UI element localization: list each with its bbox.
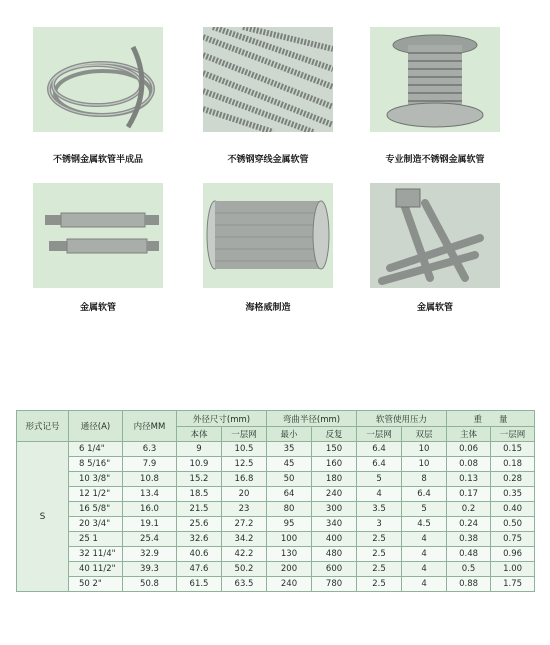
table-cell: 0.17 <box>447 487 491 502</box>
table-cell: 64 <box>267 487 312 502</box>
table-cell: 16.0 <box>123 502 177 517</box>
photo-caption: 金属软管 <box>416 303 453 313</box>
table-cell: 1.00 <box>491 562 535 577</box>
table-cell: 6 1/4" <box>69 442 123 457</box>
table-cell: 61.5 <box>177 577 222 592</box>
table-cell: 300 <box>312 502 357 517</box>
table-cell: 6.4 <box>357 457 402 472</box>
table-cell: 0.18 <box>491 457 535 472</box>
table-cell: 480 <box>312 547 357 562</box>
table-cell: 4 <box>402 547 447 562</box>
table-row <box>17 487 535 502</box>
table-cell: 2.5 <box>357 532 402 547</box>
subheader: 反复 <box>312 427 357 442</box>
table-cell: 25.4 <box>123 532 177 547</box>
table-cell: 20 <box>222 487 267 502</box>
table-cell: 240 <box>312 487 357 502</box>
table-cell: 80 <box>267 502 312 517</box>
table-cell: 0.5 <box>447 562 491 577</box>
table-cell: 8 5/16" <box>69 457 123 472</box>
table-cell: 200 <box>267 562 312 577</box>
subheader: 一层网 <box>491 427 535 442</box>
table-cell: 0.40 <box>491 502 535 517</box>
table-row <box>17 562 535 577</box>
header-outer-diameter: 外径尺寸(mm) <box>177 411 267 427</box>
photo-caption: 专业制造不锈钢金属软管 <box>385 155 485 165</box>
table-cell: 19.1 <box>123 517 177 532</box>
photo-hose-assemblies <box>370 183 500 288</box>
table-cell: 0.96 <box>491 547 535 562</box>
table-cell: 18.5 <box>177 487 222 502</box>
table-cell: 0.15 <box>491 442 535 457</box>
table-cell: 4 <box>402 562 447 577</box>
photo-flanged-hose <box>370 27 500 132</box>
table-cell: 9 <box>177 442 222 457</box>
table-cell: 47.6 <box>177 562 222 577</box>
table-cell: 150 <box>312 442 357 457</box>
table-cell: 32.6 <box>177 532 222 547</box>
header-bend-radius: 弯曲半径(mm) <box>267 411 357 427</box>
photo-metal-hoses-pair <box>33 183 163 288</box>
table-cell: 6.4 <box>402 487 447 502</box>
photo-coiled-hose <box>33 27 163 132</box>
table-cell: 45 <box>267 457 312 472</box>
table-cell: 25 1 <box>69 532 123 547</box>
table-cell: 2.5 <box>357 562 402 577</box>
table-cell: 0.28 <box>491 472 535 487</box>
table-cell: 12.5 <box>222 457 267 472</box>
table-cell: 63.5 <box>222 577 267 592</box>
table-cell: 10.5 <box>222 442 267 457</box>
table-cell: 50.8 <box>123 577 177 592</box>
table-row <box>17 442 535 457</box>
table-cell: 16 5/8" <box>69 502 123 517</box>
table-cell: 0.2 <box>447 502 491 517</box>
header-inner-diameter: 内径MM <box>123 411 177 442</box>
table-cell: 10.8 <box>123 472 177 487</box>
table-cell: 6.4 <box>357 442 402 457</box>
header-form-code: 形式记号 <box>17 411 69 442</box>
table-cell: 0.75 <box>491 532 535 547</box>
table-row <box>17 532 535 547</box>
table-cell: 32.9 <box>123 547 177 562</box>
table-cell: 35 <box>267 442 312 457</box>
subheader: 本体 <box>177 427 222 442</box>
table-cell: 34.2 <box>222 532 267 547</box>
table-cell: 0.50 <box>491 517 535 532</box>
table-cell: 3 <box>357 517 402 532</box>
table-row <box>17 547 535 562</box>
photo-braided-hose <box>203 183 333 288</box>
table-cell: 180 <box>312 472 357 487</box>
spec-table <box>16 410 535 592</box>
table-cell: 4 <box>357 487 402 502</box>
table-cell: 0.88 <box>447 577 491 592</box>
table-cell: 0.24 <box>447 517 491 532</box>
table-cell: 6.3 <box>123 442 177 457</box>
table-cell: 0.06 <box>447 442 491 457</box>
table-cell: 15.2 <box>177 472 222 487</box>
table-cell: 100 <box>267 532 312 547</box>
table-cell: 780 <box>312 577 357 592</box>
header-bore: 通径(A) <box>69 411 123 442</box>
table-cell: 0.35 <box>491 487 535 502</box>
table-cell: 40.6 <box>177 547 222 562</box>
table-cell: 12 1/2" <box>69 487 123 502</box>
table-cell: 8 <box>402 472 447 487</box>
photo-caption: 金属软管 <box>79 303 116 313</box>
table-cell: 0.08 <box>447 457 491 472</box>
table-cell: 5 <box>402 502 447 517</box>
subheader: 一层网 <box>357 427 402 442</box>
table-row <box>17 517 535 532</box>
table-cell: 10 <box>402 457 447 472</box>
table-cell: 27.2 <box>222 517 267 532</box>
subheader: 一层网 <box>222 427 267 442</box>
table-cell: 21.5 <box>177 502 222 517</box>
table-cell: 3.5 <box>357 502 402 517</box>
table-cell: 25.6 <box>177 517 222 532</box>
table-cell: 1.75 <box>491 577 535 592</box>
photo-threading-hose-bundle <box>203 27 333 132</box>
photo-caption: 不锈钢穿线金属软管 <box>227 155 309 165</box>
table-cell: 10 3/8" <box>69 472 123 487</box>
table-cell: 39.3 <box>123 562 177 577</box>
table-cell: 50 2" <box>69 577 123 592</box>
table-cell: 5 <box>357 472 402 487</box>
table-cell: 20 3/4" <box>69 517 123 532</box>
header-weight: 重 量 <box>447 411 535 427</box>
table-cell: 42.2 <box>222 547 267 562</box>
table-cell: 7.9 <box>123 457 177 472</box>
table-row <box>17 577 535 592</box>
table-cell: 400 <box>312 532 357 547</box>
table-cell: 50.2 <box>222 562 267 577</box>
table-cell: 2.5 <box>357 547 402 562</box>
table-cell: 0.38 <box>447 532 491 547</box>
table-row <box>17 502 535 517</box>
subheader: 双层 <box>402 427 447 442</box>
table-cell: 2.5 <box>357 577 402 592</box>
subheader: 主体 <box>447 427 491 442</box>
table-cell: 40 11/2" <box>69 562 123 577</box>
table-cell: 10.9 <box>177 457 222 472</box>
table-row <box>17 472 535 487</box>
table-cell: 16.8 <box>222 472 267 487</box>
form-code-cell: S <box>17 442 69 592</box>
table-cell: 4 <box>402 532 447 547</box>
table-cell: 10 <box>402 442 447 457</box>
table-cell: 23 <box>222 502 267 517</box>
header-pressure: 软管使用压力 <box>357 411 447 427</box>
photo-caption: 不锈钢金属软管半成品 <box>52 155 143 165</box>
table-cell: 0.48 <box>447 547 491 562</box>
table-cell: 4 <box>402 577 447 592</box>
table-cell: 340 <box>312 517 357 532</box>
table-cell: 4.5 <box>402 517 447 532</box>
table-cell: 50 <box>267 472 312 487</box>
table-cell: 240 <box>267 577 312 592</box>
table-cell: 95 <box>267 517 312 532</box>
table-cell: 32 11/4" <box>69 547 123 562</box>
table-cell: 160 <box>312 457 357 472</box>
subheader: 最小 <box>267 427 312 442</box>
photo-caption: 海格威制造 <box>245 303 291 313</box>
table-cell: 13.4 <box>123 487 177 502</box>
table-cell: 0.13 <box>447 472 491 487</box>
table-cell: 130 <box>267 547 312 562</box>
table-cell: 600 <box>312 562 357 577</box>
table-row <box>17 457 535 472</box>
